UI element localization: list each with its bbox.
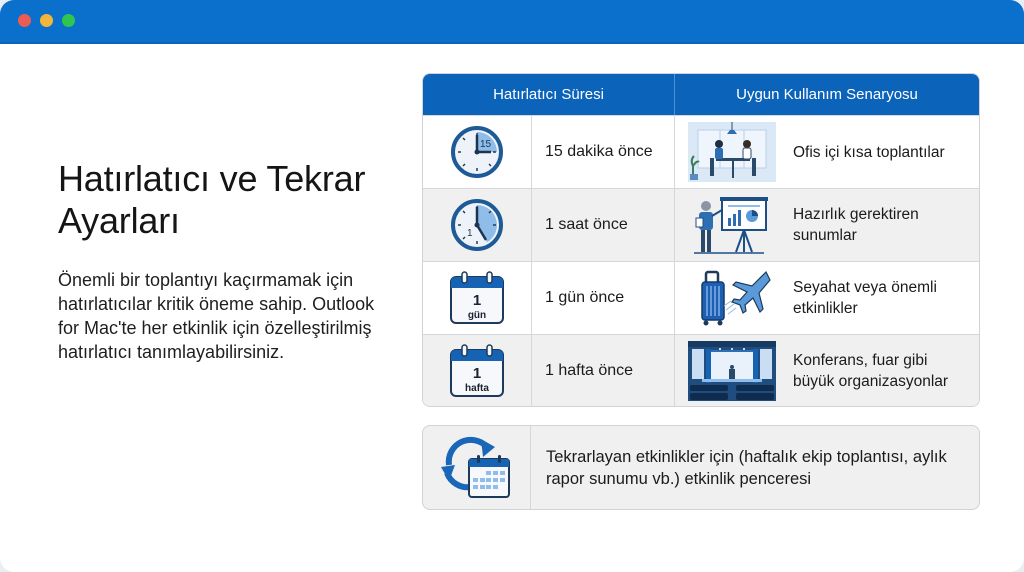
table-row [423, 188, 979, 261]
close-button[interactable] [18, 14, 31, 27]
table-header [423, 74, 979, 115]
calendar-week-icon [423, 335, 532, 407]
travel-illustration [675, 262, 789, 334]
table-row [423, 261, 979, 334]
scenario-label: Konferans, fuar gibi büyük organizasyonlar [793, 352, 949, 390]
conference-hall-illustration [675, 335, 789, 407]
svg-text:gün: gün [467, 310, 487, 321]
table-row [423, 115, 979, 188]
clock-15-icon [423, 116, 532, 188]
svg-text:1: 1 [467, 228, 473, 239]
reminder-table [422, 73, 980, 407]
maximize-button[interactable] [62, 14, 75, 27]
intro-section [58, 158, 398, 364]
intro-description: Önemli bir toplantıyı kaçırmamak için hatırlatıcılar kritik öneme sahip. Outlook for Mac'te her etkinlik için özelleştirilmiş hatırlatıcı tanımlayabilirsiniz. [58, 270, 375, 362]
svg-text:hafta: hafta [465, 383, 489, 394]
header-usage-scenario: Uygun Kullanım Senaryosu [736, 86, 918, 103]
page-title: Hatırlatıcı ve Tekrar Ayarları [58, 158, 366, 241]
minimize-button[interactable] [40, 14, 53, 27]
svg-text:1: 1 [472, 365, 482, 382]
presentation-illustration [675, 189, 789, 261]
recurrence-info-box [422, 425, 980, 510]
duration-label: 1 gün önce [532, 262, 675, 334]
recurring-calendar-icon [423, 426, 531, 509]
header-reminder-duration: Hatırlatıcı Süresi [423, 74, 675, 115]
svg-text:15: 15 [480, 139, 492, 150]
recurrence-description: Tekrarlayan etkinlikler için (haftalık ekip toplantısı, aylık rapor sunumu vb.) etkinlik penceresi [546, 447, 947, 488]
duration-label: 1 hafta önce [532, 335, 675, 407]
scenario-label: Seyahat veya önemli etkinlikler [793, 279, 937, 317]
scenario-label: Hazırlık gerektiren sunumlar [793, 206, 919, 244]
calendar-day-icon [423, 262, 532, 334]
office-meeting-illustration [675, 116, 789, 188]
title-bar [0, 0, 1024, 44]
table-row [423, 334, 979, 407]
duration-label: 15 dakika önce [532, 116, 675, 188]
scenario-label: Ofis içi kısa toplantılar [793, 143, 945, 161]
clock-1-hour-icon [423, 189, 532, 261]
svg-text:1: 1 [472, 292, 482, 309]
duration-label: 1 saat önce [532, 189, 675, 261]
